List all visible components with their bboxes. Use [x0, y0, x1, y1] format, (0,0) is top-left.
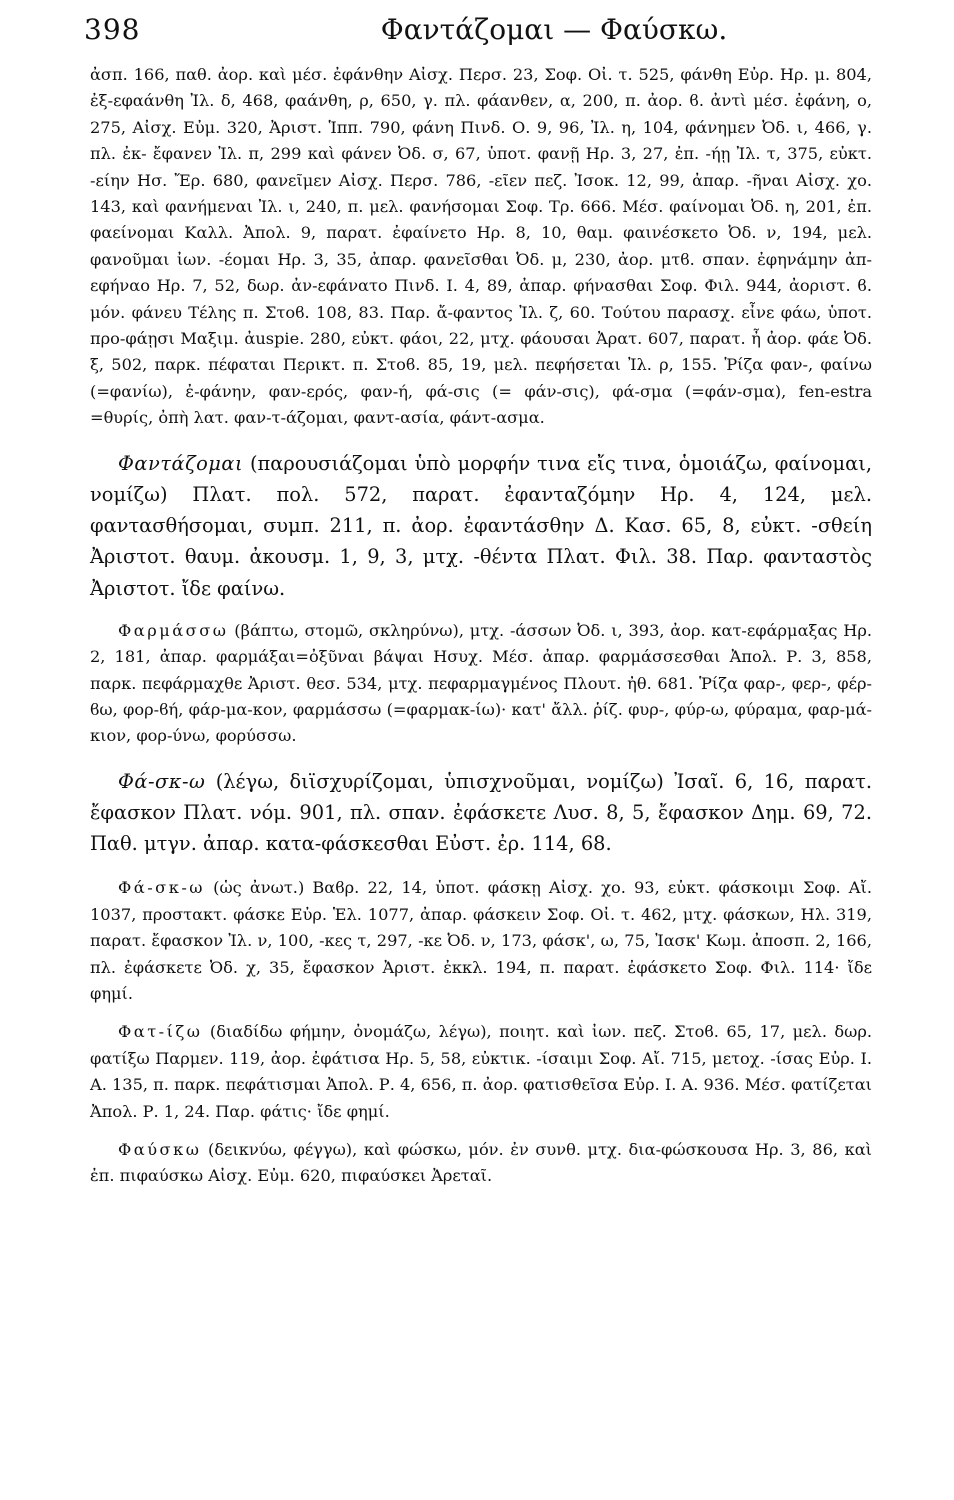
entry-text: ἀσπ. 166, παθ. ἀορ. καὶ μέσ. ἐφάνθην Αἰσχ. Περσ. 23, Σοφ. Οἰ. τ. 525, φάνθη Εὐρ. Ηρ. μ. 804, ἐξ-εφαάνθη Ἰλ. δ, 468, φαάνθη, ρ, 650, γ. πλ. φάανθεν, α, 200, π. ἀορ. ϐ. ἀντὶ μέσ. ἐφάνη, ο, 275, Αἰσχ. Εὐμ. 320, Ἀριστ. Ἱππ. 790, φάνη Πινδ. Ο. 9, 96, Ἰλ. η, 104, φάνημεν Ὀδ. ι, 466, γ. πλ. ἐκ- ἔφανεν Ἰλ. π, 299 καὶ φάνεν Ὀδ. σ, 67, ὑποτ. φανῇ Ηρ. 3, 27, ἐπ. -ήῃ Ἰλ. τ, 375, εὐκτ. -είην Ησ. Ἔρ. 680, φανεῖμεν Αἰσχ. Περσ. 786, -εῖεν πεζ. Ἰσοκ. 12, 99, ἀπαρ. -ῆναι Αἰσχ. χο. 143, καὶ φανήμεναι Ἰλ. ι, 240, π. μελ. φανήσομαι Σοφ. Τρ. 666. Μέσ. φαίνομαι Ὀδ. η, 201, ἐπ. φαείνομαι Καλλ. Ἀπολ. 9, παρατ. ἐφαίνετο Ηρ. 8, 10, θαμ. φαινέσκετο Ὀδ. ν, 194, μελ. φανοῦμαι ἰων. -έομαι Ηρ. 3, 35, ἀπαρ. φανεῖσθαι Ὀδ. μ, 230, ἀορ. μτϐ. σπαν. ἐφηνάμην ἀπ-εφήναο Ηρ. 7, 52, δωρ. ἀν-εφάνατο Πινδ. Ι. 4, 89, ἀπαρ. φήνασθαι Σοφ. Φιλ. 944, ἀοριστ. ϐ. μόν. φάνευ Τέλης π. Στοϐ. 108, 83. Παρ. ἄ-φαντος Ἰλ. ζ, 60. Τούτου παρασχ. εἶνε φάω, ὑποτ. προ-φάῃσι Μαξιμ. ἀuspie. 280, εὐκτ. φάοι, 22, μτχ. φάουσαι Ἀρατ. 607, παρατ. ἦ ἀορ. φάε Ὀδ. ξ, 502, παρκ. πέφαται Περικτ. π. Στοϐ. 85, 19, μελ. πεφήσεται Ἰλ. ρ, 155. Ῥίζα φαν-, φαίνω (=φανίω), ἐ-φάνην, φαν-ερός, φαν-ή, φά-σις (= φάν-σις), φά-σμα (=φάν-σμα), fen-estra =θυρίς, ὀπὴ λατ. φαν-τ-άζομαι, φαντ-ασία, φάντ-ασμα.: [90, 65, 872, 428]
entry-lemma: Φατ-ίζω: [118, 1022, 203, 1042]
entry-text: (διαδίδω φήμην, ὀνομάζω, λέγω), ποιητ. καὶ ἰων. πεζ. Στοϐ. 65, 17, μελ. δωρ. φατίξω Παρμεν. 119, ἀορ. ἐφάτισα Ηρ. 5, 58, εὐκτικ. -ίσαιμι Σοφ. Αἴ. 715, μετοχ. -ίσας Εὐρ. Ι. Α. 135, π. παρκ. πεφάτισμαι Ἀπολ. Ρ. 4, 656, π. ἀορ. φατισθεῖσα Εὐρ. Ι. Α. 936. Μέσ. φατίζεται Ἀπολ. Ρ. 1, 24. Παρ. φάτις· ἴδε φημί.: [90, 1022, 872, 1121]
entry-lemma: Φαντάζομαι: [118, 451, 244, 475]
entry-text: (λέγω, διϊσχυρίζομαι, ὑπισχνοῦμαι, νομίζω) Ἰσαῖ. 6, 16, παρατ. ἔφασκον Πλατ. νόμ. 901, πλ. σπαν. ἐφάσκετε Λυσ. 8, 5, ἔφασκον Δημ. 69, 72. Παθ. μτγν. ἀπαρ. κατα-φάσκεσθαι Εὐστ. ἐρ. 114, 68.: [90, 769, 872, 856]
running-title: Φαντάζομαι — Φαύσκω.: [380, 13, 728, 46]
entry-phatizo: [90, 1019, 872, 1125]
entry-lemma: Φά-σκ-ω: [118, 769, 206, 793]
entry-text: (βάπτω, στομῶ, σκληρύνω), μτχ. -άσσων Ὀδ. ι, 393, ἀορ. κατ-εφάρμαξας Ηρ. 2, 181, ἀπαρ. φαρμάξαι=ὀξῦναι βάψαι Ησυχ. Μέσ. ἀπαρ. φαρμάσσεσθαι Ἀπολ. Ρ. 3, 858, παρκ. πεφάρμαχθε Ἀριστ. θεσ. 534, μτχ. πεφαρμαγμένος Πλουτ. ἠθ. 681. Ῥίζα φαρ-, φερ-, φέρ-ϐω, φορ-ϐή, φάρ-μα-κον, φαρμάσσω (=φαρμακ-ίω)· κατ' ἄλλ. ῥίζ. φυρ-, φύρ-ω, φύραμα, φαρ-μά-κιον, φορ-ύνω, φορύσσω.: [90, 620, 872, 746]
entry-phasko-main: [90, 766, 872, 860]
entry-lemma: Φαύσκω: [118, 1140, 202, 1159]
page-header: [84, 10, 874, 50]
entry-phantazomai: [90, 448, 872, 604]
entry-lemma: Φαρμάσσω: [118, 620, 229, 640]
entry-phasko-sub: [90, 875, 872, 1007]
entry-pharmasso: [90, 618, 872, 750]
entry-phausko: [90, 1137, 872, 1190]
entry-text: (ὡς ἀνωτ.) Βαϐρ. 22, 14, ὑποτ. φάσκῃ Αἰσχ. χο. 93, εὐκτ. φάσκοιμι Σοφ. Αἴ. 1037, προστακτ. φάσκε Εὐρ. Ἑλ. 1077, ἀπαρ. φάσκειν Σοφ. Οἰ. τ. 462, μτχ. φάσκων, Ηλ. 319, παρατ. ἔφασκον Ἰλ. ν, 100, -κες τ, 297, -κε Ὀδ. ν, 173, φάσκ', ω, 75, Ἰασκ' Κωμ. ἀποσπ. 2, 166, πλ. ἐφάσκετε Ὀδ. χ, 35, ἔφασκον Ἀριστ. ἐκκλ. 194, π. παρατ. ἐφάσκετο Σοφ. Φιλ. 114· ἴδε φημί.: [90, 878, 872, 1003]
entry-text: (παρουσιάζομαι ὑπὸ μορφήν τινα εἴς τινα, ὁμοιάζω, φαίνομαι, νομίζω) Πλατ. πολ. 572, παρατ. ἐφανταζόμην Ηρ. 4, 124, μελ. φαντασθήσομαι, συμπ. 211, π. ἀορ. ἐφαντάσθην Δ. Κασ. 65, 8, εὐκτ. -σθείη Ἀριστοτ. θαυμ. ἀκουσμ. 1, 9, 3, μτχ. -θέντα Πλατ. Φιλ. 38. Παρ. φανταστὸς Ἀριστοτ. ἴδε φαίνω.: [90, 451, 872, 600]
entry-text: (δεικνύω, φέγγω), καὶ φώσκω, μόν. ἐν συνθ. μτχ. δια-φώσκουσα Ηρ. 3, 86, καὶ ἐπ. πιφαύσκω Αἰσχ. Εὐμ. 620, πιφαύσκει Ἀρεταῖ.: [90, 1140, 872, 1186]
page-number: 398: [84, 13, 141, 46]
entry-lemma: Φά-σκ-ω: [118, 878, 206, 898]
entry-continuation: [90, 62, 872, 432]
page-body: [90, 62, 872, 1190]
